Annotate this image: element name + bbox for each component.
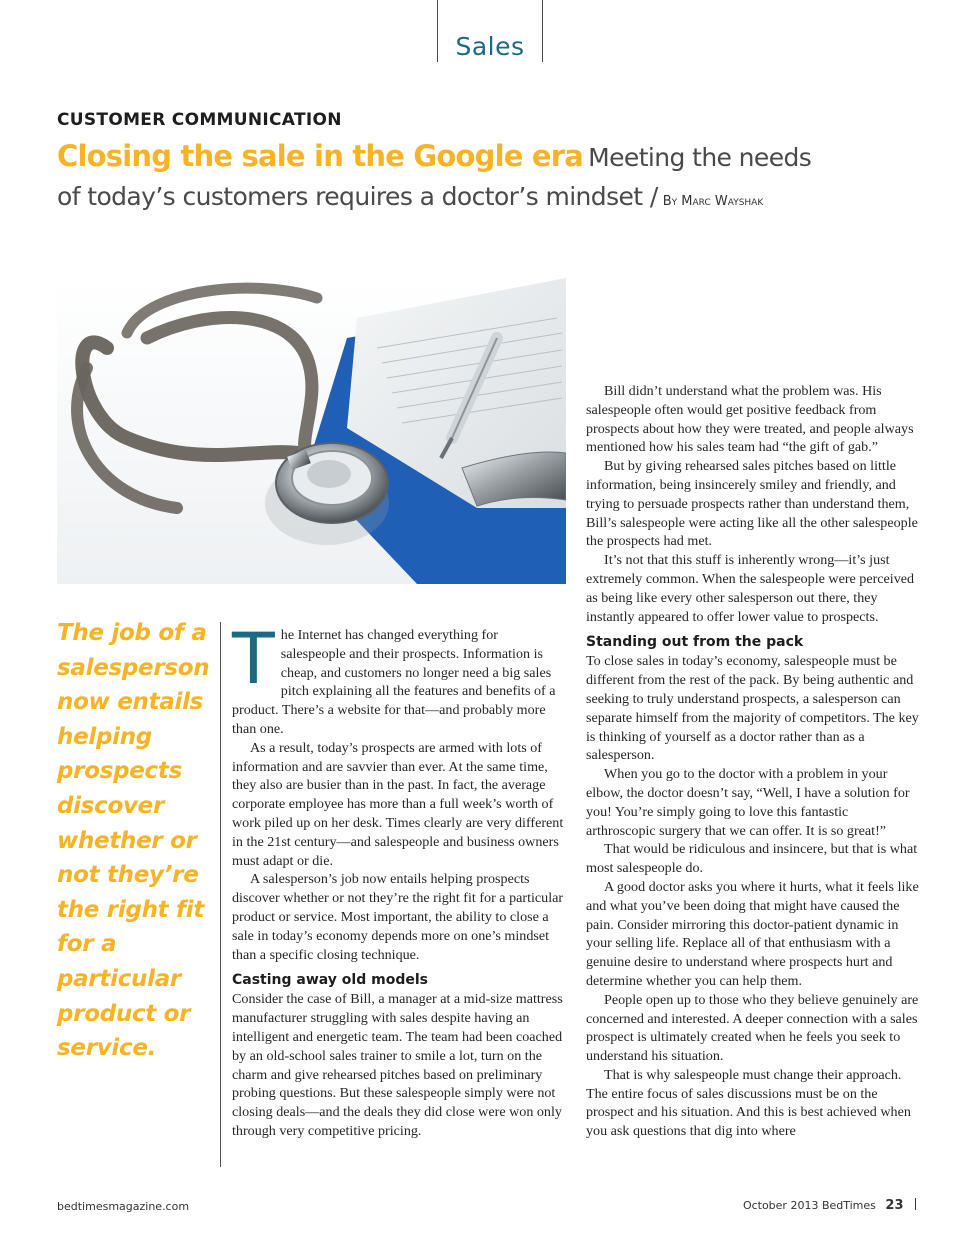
article-byline: By Marc Wayshak — [662, 194, 764, 209]
paragraph-8: To close sales in today’s economy, salespeople must be different from the rest of the pack. By being authentic and seeking to truly understand prospects, a salesperson can separate himself from the majority of competitors. The key is thinking of yourself as a doctor rather than as a salesperson. — [586, 653, 919, 764]
paragraph-7: It’s not that this stuff is inherently wrong—it’s just extremely common. When the salespeople were perceived as being like every other salesperson out there, they instantly appeared to offer lower value to prospects. — [586, 552, 915, 625]
paragraph-1 — [232, 618, 566, 739]
footer-folio — [743, 1198, 916, 1213]
paragraph-6: But by giving rehearsed sales pitches based on little information, being insincerely smiley and friendly, and trying to persuade prospects rather than understand them, Bill’s salespeople were acting like all the other salespeople the prospects had met. — [586, 458, 918, 550]
paragraph-12: People open up to those who they believe genuinely are concerned and interested. A deeper connection with a sales prospect is ultimately created when he feels you seek to understand his situation. — [586, 991, 919, 1065]
paragraph-1-text: he Internet has changed everything for salespeople and their prospects. Information is cheap, and customers no longer need a big sales pitch explaining all the features and benefits of a product. There’s a website for that—and probably more than one. — [232, 627, 556, 737]
footer-issue: October 2013 — [742, 1199, 819, 1212]
paragraph-9: When you go to the doctor with a problem in your elbow, the doctor doesn’t say, “Well, I have a solution for you! You’re simply going to love this fantastic arthroscopic surgery that we can offer. It is so great!” — [586, 766, 910, 839]
paragraph-2: As a result, today’s prospects are armed with lots of information and are savvier than ever. At the same time, they also are busier than in the past. In fact, the average corporate employee has more than a full week’s worth of work piled up on her desk. Times clearly are very different in the 21st century—and salespeople and business owners must adapt or die. — [232, 739, 564, 869]
article-title: Closing the sale in the Google era — [57, 139, 584, 173]
paragraph-11: A good doctor asks you where it hurts, what it feels like and what you’ve been doing that might have caused the pain. Consider mirroring this doctor-patient dynamic in your selling life. Replace all of that enthusiasm with a genuine desire to understand where prospects hurt and determine whether you can help them. — [586, 878, 919, 989]
stethoscope-photo — [57, 278, 566, 584]
article-column-1 — [232, 618, 566, 1141]
article-column-2 — [586, 382, 920, 1141]
paragraph-4: Consider the case of Bill, a manager at a mid-size mattress manufacturer struggling with sales despite having an intelligent and energetic team. The team had been coached by an old-school sales trainer to smile a lot, turn on the charm and give rehearsed pitches based on preliminary probing questions. But these salespeople simply were not closing deals—and the deals they did close were won only through very competitive pricing. — [232, 991, 563, 1139]
subheading-standing-out: Standing out from the pack — [586, 634, 804, 651]
pull-quote: The job of a salesperson now entails helping prospects discover whether or not they’re the right fit for a particular product or service. — [57, 620, 210, 1062]
drop-cap: T — [232, 618, 275, 700]
paragraph-3: A salesperson’s job now entails helping prospects discover whether or not they’re the right fit for a particular product or service. Most important, the ability to close a sale in today’s economy depends more on one’s mindset than a specific closing technique. — [232, 871, 564, 963]
footer-magazine: BedTimes — [821, 1199, 876, 1212]
page-number: 23 — [885, 1198, 904, 1213]
footer-website: bedtimesmagazine.com — [57, 1200, 190, 1213]
article-deck-line1: Meeting the needs — [588, 143, 812, 172]
paragraph-10: That would be ridiculous and insincere, but that is what most salespeople do. — [586, 841, 918, 877]
section-label: Sales — [455, 32, 525, 61]
article-kicker: CUSTOMER COMMUNICATION — [57, 110, 342, 130]
footer-bar — [915, 1198, 916, 1210]
subheading-casting-away: Casting away old models — [232, 972, 428, 989]
column-divider — [220, 622, 221, 1167]
paragraph-13: That is why salespeople must change their approach. The entire focus of sales discussions must be on the prospect and his situation. And this is best achieved when you ask questions that dig into where — [586, 1066, 911, 1140]
article-deck-line2: of today’s customers requires a doctor’s mindset / — [57, 182, 658, 211]
paragraph-5: Bill didn’t understand what the problem was. His salespeople often would get positive feedback from prospects about how they were treated, and people always mentioned how his sales team had “the gift of gab.” — [586, 383, 914, 456]
article-headline — [57, 138, 917, 220]
